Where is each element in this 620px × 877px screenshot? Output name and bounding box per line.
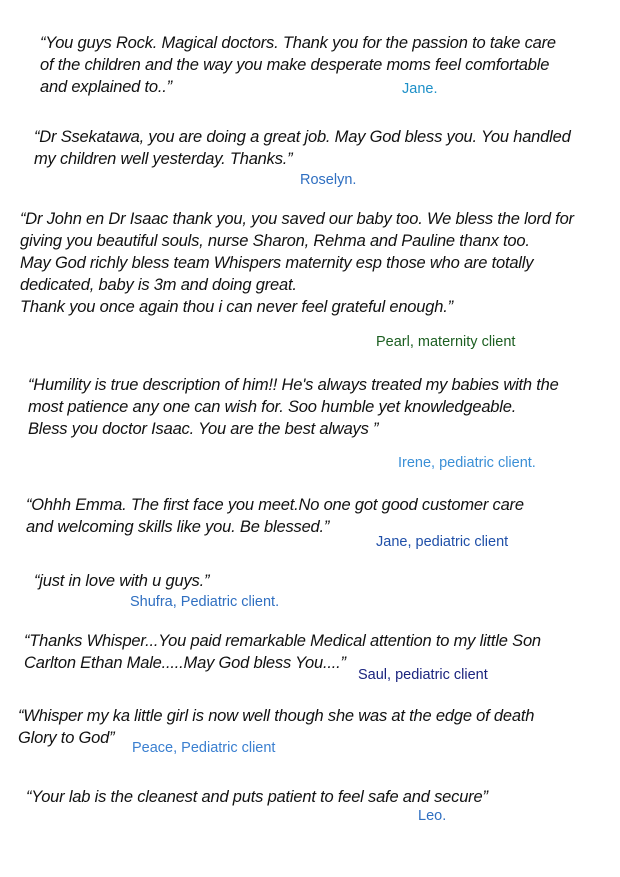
testimonial-author-2: Roselyn. [300, 172, 357, 188]
quote-line: my children well yesterday. Thanks.” [34, 150, 293, 168]
quote-line: May God richly bless team Whispers maternity esp those who are totally [20, 254, 534, 272]
quote-line: “Ohhh Emma. The first face you meet.No one got good customer care [26, 496, 524, 514]
quote-line: “Humility is true description of him!! He's always treated my babies with the [28, 376, 559, 394]
quote-line: “Dr Ssekatawa, you are doing a great job. May God bless you. You handled [34, 128, 571, 146]
testimonial-quote-9 [26, 786, 488, 808]
quote-line: “Thanks Whisper...You paid remarkable Medical attention to my little Son [24, 632, 541, 650]
testimonial-author-8: Peace, Pediatric client [132, 740, 276, 756]
testimonial-author-1: Jane. [402, 81, 438, 97]
quote-line: most patience any one can wish for. Soo humble yet knowledgeable. [28, 398, 517, 416]
quote-line: of the children and the way you make desperate moms feel comfortable [40, 56, 550, 74]
testimonial-author-7: Saul, pediatric client [358, 667, 488, 683]
testimonial-quote-8 [18, 705, 534, 749]
quote-line: “You guys Rock. Magical doctors. Thank you for the passion to take care [40, 34, 556, 52]
quote-line: and welcoming skills like you. Be blessed.” [26, 518, 330, 536]
testimonial-quote-3 [20, 208, 574, 318]
testimonial-quote-1 [40, 32, 556, 98]
quote-line: “Your lab is the cleanest and puts patient to feel safe and secure” [26, 788, 488, 806]
quote-line: dedicated, baby is 3m and doing great. [20, 276, 297, 294]
quote-line: Carlton Ethan Male.....May God bless You....” [24, 654, 346, 672]
quote-line: “just in love with u guys.” [34, 572, 210, 590]
testimonial-author-5: Jane, pediatric client [376, 534, 509, 550]
testimonial-quote-5 [26, 494, 524, 538]
testimonial-quote-6 [34, 570, 209, 592]
testimonial-author-4: Irene, pediatric client. [398, 455, 536, 471]
quote-line: Bless you doctor Isaac. You are the best always ” [28, 420, 379, 438]
testimonial-quote-4 [28, 374, 559, 440]
testimonial-author-3: Pearl, maternity client [376, 334, 516, 350]
testimonial-author-9: Leo. [418, 808, 447, 824]
testimonial-quote-2 [34, 126, 571, 170]
quote-line: “Whisper my ka little girl is now well though she was at the edge of death [18, 707, 535, 725]
quote-line: giving you beautiful souls, nurse Sharon, Rehma and Pauline thanx too. [20, 232, 530, 250]
quote-line: “Dr John en Dr Isaac thank you, you saved our baby too. We bless the lord for [20, 210, 574, 228]
testimonial-author-6: Shufra, Pediatric client. [130, 594, 280, 610]
quote-line: Thank you once again thou i can never feel grateful enough.” [20, 298, 453, 316]
quote-line: and explained to..” [40, 78, 172, 96]
quote-line: Glory to God” [18, 729, 115, 747]
